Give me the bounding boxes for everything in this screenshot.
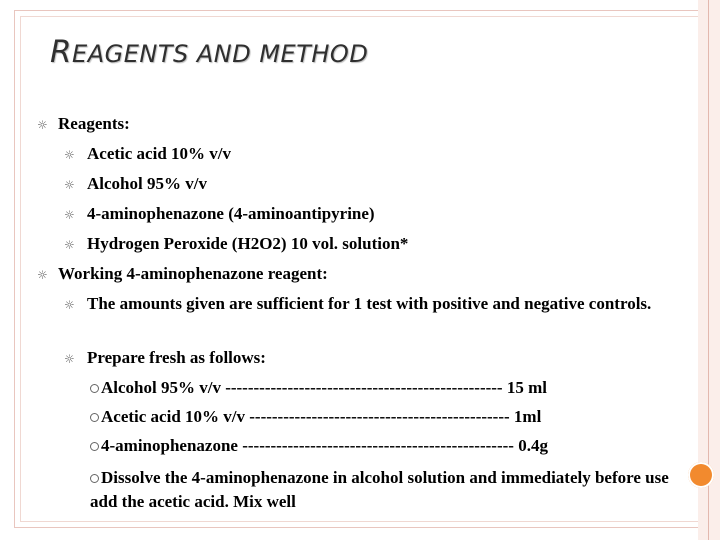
ring-bullet-icon bbox=[90, 384, 99, 393]
bullet-icon: ☼ bbox=[37, 118, 48, 132]
step-text: Dissolve the 4-aminophenazone in alcohol solution and immediately before use add the acetic acid. Mix well bbox=[90, 468, 669, 511]
reagent-item: Hydrogen Peroxide (H2O2) 10 vol. solution* bbox=[87, 234, 409, 253]
reagent-item: 4-aminophenazone (4-aminoantipyrine) bbox=[87, 204, 375, 223]
step-text: Acetic acid 10% v/v ---------------------------------------------- 1ml bbox=[101, 407, 542, 426]
bullet-icon: ☼ bbox=[64, 208, 75, 222]
reagent-item: Alcohol 95% v/v bbox=[87, 174, 207, 193]
step-text: 4-aminophenazone ------------------------------------------------ 0.4g bbox=[101, 436, 548, 455]
step-item bbox=[90, 434, 690, 458]
ring-bullet-icon bbox=[90, 474, 99, 483]
working-note: The amounts given are sufficient for 1 test with positive and negative controls. bbox=[87, 294, 652, 313]
title-rest: EAGENTS AND METHOD bbox=[72, 40, 369, 68]
slide-title bbox=[50, 34, 368, 70]
step-item bbox=[90, 376, 690, 400]
bullet-icon: ☼ bbox=[37, 268, 48, 282]
prepare-label: Prepare fresh as follows: bbox=[87, 348, 266, 367]
ring-bullet-icon bbox=[90, 413, 99, 422]
step-item bbox=[90, 405, 690, 429]
reagent-item: Acetic acid 10% v/v bbox=[87, 144, 231, 163]
orange-circle-icon bbox=[688, 462, 714, 488]
right-decor-strip bbox=[698, 0, 720, 540]
right-decor-line bbox=[708, 0, 709, 540]
ring-bullet-icon bbox=[90, 442, 99, 451]
working-heading: Working 4-aminophenazone reagent: bbox=[58, 264, 328, 283]
bullet-icon: ☼ bbox=[64, 148, 75, 162]
step-item bbox=[90, 466, 686, 514]
bullet-icon: ☼ bbox=[64, 178, 75, 192]
title-first-letter: R bbox=[50, 34, 73, 70]
bullet-icon: ☼ bbox=[64, 298, 75, 312]
reagents-heading: Reagents: bbox=[58, 114, 130, 133]
step-text: Alcohol 95% v/v ------------------------------------------------- 15 ml bbox=[101, 378, 547, 397]
bullet-icon: ☼ bbox=[64, 352, 75, 366]
bullet-icon: ☼ bbox=[64, 238, 75, 252]
